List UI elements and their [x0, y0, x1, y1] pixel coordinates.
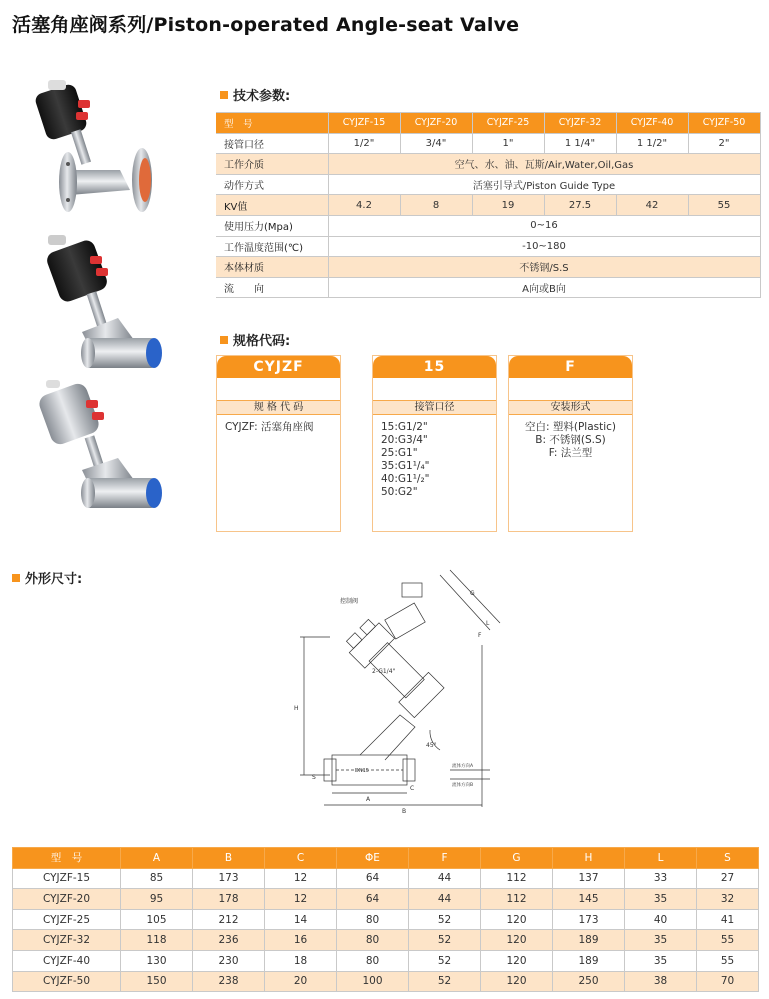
code-box-body	[509, 415, 632, 531]
dims-header-cell: B	[193, 848, 265, 869]
dims-cell: 150	[121, 971, 193, 992]
bullet-square-icon	[220, 91, 228, 99]
dims-cell: 12	[265, 868, 337, 889]
dims-cell: 38	[625, 971, 697, 992]
dims-cell: 55	[697, 950, 759, 971]
code-line: 15:G1/2"	[381, 421, 428, 433]
port-size-cell: 1 1/4"	[544, 133, 616, 154]
dims-cell: 35	[625, 930, 697, 951]
dim-s-label: S	[312, 774, 316, 781]
dims-row	[13, 868, 759, 889]
code-box-label: 规 格 代 码	[217, 400, 340, 415]
kv-row	[216, 195, 760, 216]
model-cell: CYJZF-20	[400, 113, 472, 134]
dim-l-label: L	[486, 620, 490, 627]
code-line: CYJZF: 活塞角座阀	[225, 421, 314, 433]
dims-cell: 95	[121, 889, 193, 910]
dims-cell: 14	[265, 909, 337, 930]
code-heading-text: 规格代码:	[233, 334, 291, 349]
dims-cell: 112	[481, 889, 553, 910]
tech-params-table	[216, 112, 761, 298]
dims-cell: 120	[481, 930, 553, 951]
flow-a-label: 流体方向A	[452, 764, 474, 769]
dims-cell: 250	[553, 971, 625, 992]
row-label: 接管口径	[216, 133, 328, 154]
code-box-label: 接管口径	[373, 400, 496, 415]
dims-cell: 52	[409, 950, 481, 971]
code-box-title: F	[509, 356, 632, 378]
dims-cell: 238	[193, 971, 265, 992]
dims-cell: 137	[553, 868, 625, 889]
dims-header-cell: G	[481, 848, 553, 869]
dims-row	[13, 889, 759, 910]
dims-cell: 112	[481, 868, 553, 889]
dims-cell: 120	[481, 909, 553, 930]
dims-cell: 189	[553, 930, 625, 951]
dims-cell: 130	[121, 950, 193, 971]
dims-cell: 80	[337, 930, 409, 951]
kv-cell: 4.2	[328, 195, 400, 216]
dims-cell: CYJZF-40	[13, 950, 121, 971]
dims-cell: 16	[265, 930, 337, 951]
dim-b-label: B	[402, 808, 407, 815]
row-label: 工作介质	[216, 154, 328, 175]
code-line: 25:G1"	[381, 447, 418, 459]
code-box-title: 15	[373, 356, 496, 378]
dims-cell: 85	[121, 868, 193, 889]
port-size-cell: 3/4"	[400, 133, 472, 154]
dims-header-cell: H	[553, 848, 625, 869]
dims-cell: 32	[697, 889, 759, 910]
bullet-square-icon	[12, 574, 20, 582]
tech-params-heading-text: 技术参数:	[233, 89, 291, 104]
dims-cell: 212	[193, 909, 265, 930]
dims-cell: 33	[625, 868, 697, 889]
dims-cell: 80	[337, 950, 409, 971]
flow-row	[216, 277, 760, 298]
port-size-cell: 1 1/2"	[616, 133, 688, 154]
dims-cell: CYJZF-25	[13, 909, 121, 930]
port-size-cell: 2"	[688, 133, 760, 154]
threaded-valve-steel-image	[37, 380, 162, 508]
dims-cell: 35	[625, 889, 697, 910]
dims-cell: 20	[265, 971, 337, 992]
dims-header-cell: L	[625, 848, 697, 869]
dims-cell: 178	[193, 889, 265, 910]
dims-header-cell: 型 号	[13, 848, 121, 869]
dims-header-row	[13, 848, 759, 869]
bullet-square-icon	[220, 336, 228, 344]
dims-cell: 64	[337, 889, 409, 910]
dims-cell: CYJZF-50	[13, 971, 121, 992]
code-line: F: 法兰型	[548, 447, 593, 459]
dims-cell: 64	[337, 868, 409, 889]
dim-h-label: H	[294, 705, 299, 712]
control-valve-label: 控制阀	[340, 598, 359, 605]
dims-cell: 52	[409, 930, 481, 951]
code-line: 35:G1¹/₄"	[381, 460, 430, 472]
code-box-model	[216, 355, 341, 532]
port-size-cell: 1"	[472, 133, 544, 154]
dims-row	[13, 971, 759, 992]
dims-cell: 120	[481, 971, 553, 992]
code-line: 50:G2"	[381, 486, 418, 498]
tech-header-row	[216, 113, 760, 134]
dims-header-cell: F	[409, 848, 481, 869]
dims-cell: 55	[697, 930, 759, 951]
dims-header-cell: S	[697, 848, 759, 869]
dims-cell: 12	[265, 889, 337, 910]
pressure-row	[216, 215, 760, 236]
dims-cell: 173	[193, 868, 265, 889]
threaded-valve-black-image	[45, 235, 162, 368]
port-size-cell: 1/2"	[328, 133, 400, 154]
kv-cell: 8	[400, 195, 472, 216]
page-title: 活塞角座阀系列/Piston-operated Angle-seat Valve	[12, 14, 520, 36]
outline-heading	[12, 568, 82, 587]
code-heading	[220, 330, 290, 349]
dims-cell: 100	[337, 971, 409, 992]
code-box-body	[373, 415, 496, 531]
dim-f-label: F	[478, 632, 482, 639]
angle-label: 45°	[426, 742, 437, 749]
dims-cell: 105	[121, 909, 193, 930]
dims-cell: 35	[625, 950, 697, 971]
dims-header-cell: ΦE	[337, 848, 409, 869]
dims-cell: 18	[265, 950, 337, 971]
code-line: 空白: 塑料(Plastic)	[524, 421, 617, 433]
dims-cell: 230	[193, 950, 265, 971]
dims-cell: 40	[625, 909, 697, 930]
code-line: B: 不锈钢(S.S)	[535, 434, 606, 446]
dims-header-cell: A	[121, 848, 193, 869]
dims-row	[13, 909, 759, 930]
dims-cell: CYJZF-15	[13, 868, 121, 889]
model-label-cell: 型 号	[216, 113, 328, 134]
media-row	[216, 154, 760, 175]
dims-cell: 70	[697, 971, 759, 992]
dims-cell: 52	[409, 909, 481, 930]
code-box-body	[217, 415, 340, 531]
dims-cell: 189	[553, 950, 625, 971]
row-label: 动作方式	[216, 174, 328, 195]
dims-cell: 27	[697, 868, 759, 889]
dims-cell: 44	[409, 889, 481, 910]
dims-cell: 80	[337, 909, 409, 930]
material-cell: 不锈钢/S.S	[328, 257, 760, 278]
action-row	[216, 174, 760, 195]
code-box-title: CYJZF	[217, 356, 340, 378]
dims-cell: 236	[193, 930, 265, 951]
tech-params-heading	[220, 85, 290, 104]
dims-cell: 120	[481, 950, 553, 971]
code-box-port	[372, 355, 497, 532]
flanged-valve-image	[34, 80, 152, 212]
product-illustrations	[30, 70, 180, 540]
dims-row	[13, 930, 759, 951]
temperature-cell: -10~180	[328, 236, 760, 257]
temperature-row	[216, 236, 760, 257]
media-cell: 空气、水、油、瓦斯/Air,Water,Oil,Gas	[328, 154, 760, 175]
code-line: 40:G1¹/₂"	[381, 473, 430, 485]
port-size-row	[216, 133, 760, 154]
kv-cell: 55	[688, 195, 760, 216]
dim-g-label: G	[470, 590, 475, 597]
row-label: 使用压力(Mpa)	[216, 215, 328, 236]
model-cell: CYJZF-15	[328, 113, 400, 134]
dn-label: DN15	[355, 768, 369, 774]
dims-cell: 41	[697, 909, 759, 930]
kv-cell: 42	[616, 195, 688, 216]
code-box-mount	[508, 355, 633, 532]
dims-cell: CYJZF-20	[13, 889, 121, 910]
kv-cell: 19	[472, 195, 544, 216]
dims-cell: 173	[553, 909, 625, 930]
dims-row	[13, 950, 759, 971]
code-box-label: 安装形式	[509, 400, 632, 415]
model-cell: CYJZF-25	[472, 113, 544, 134]
dims-cell: 44	[409, 868, 481, 889]
dim-a-label: A	[366, 796, 371, 803]
row-label: 本体材质	[216, 257, 328, 278]
dims-cell: 118	[121, 930, 193, 951]
model-cell: CYJZF-40	[616, 113, 688, 134]
kv-cell: 27.5	[544, 195, 616, 216]
model-cell: CYJZF-50	[688, 113, 760, 134]
flow-b-label: 流体方向B	[452, 783, 474, 788]
model-cell: CYJZF-32	[544, 113, 616, 134]
dimensions-table	[12, 847, 759, 992]
row-label: 工作温度范围(℃)	[216, 236, 328, 257]
code-line: 20:G3/4"	[381, 434, 428, 446]
row-label: 流 向	[216, 277, 328, 298]
dims-cell: CYJZF-32	[13, 930, 121, 951]
dim-c-label: C	[410, 785, 415, 792]
dims-header-cell: C	[265, 848, 337, 869]
outline-drawing	[290, 555, 530, 825]
action-cell: 活塞引导式/Piston Guide Type	[328, 174, 760, 195]
dims-cell: 52	[409, 971, 481, 992]
material-row	[216, 257, 760, 278]
port-label: 2-G1/4"	[372, 668, 396, 675]
pressure-cell: 0~16	[328, 215, 760, 236]
flow-cell: A向或B向	[328, 277, 760, 298]
outline-heading-text: 外形尺寸:	[25, 572, 83, 587]
row-label: KV值	[216, 195, 328, 216]
dims-cell: 145	[553, 889, 625, 910]
